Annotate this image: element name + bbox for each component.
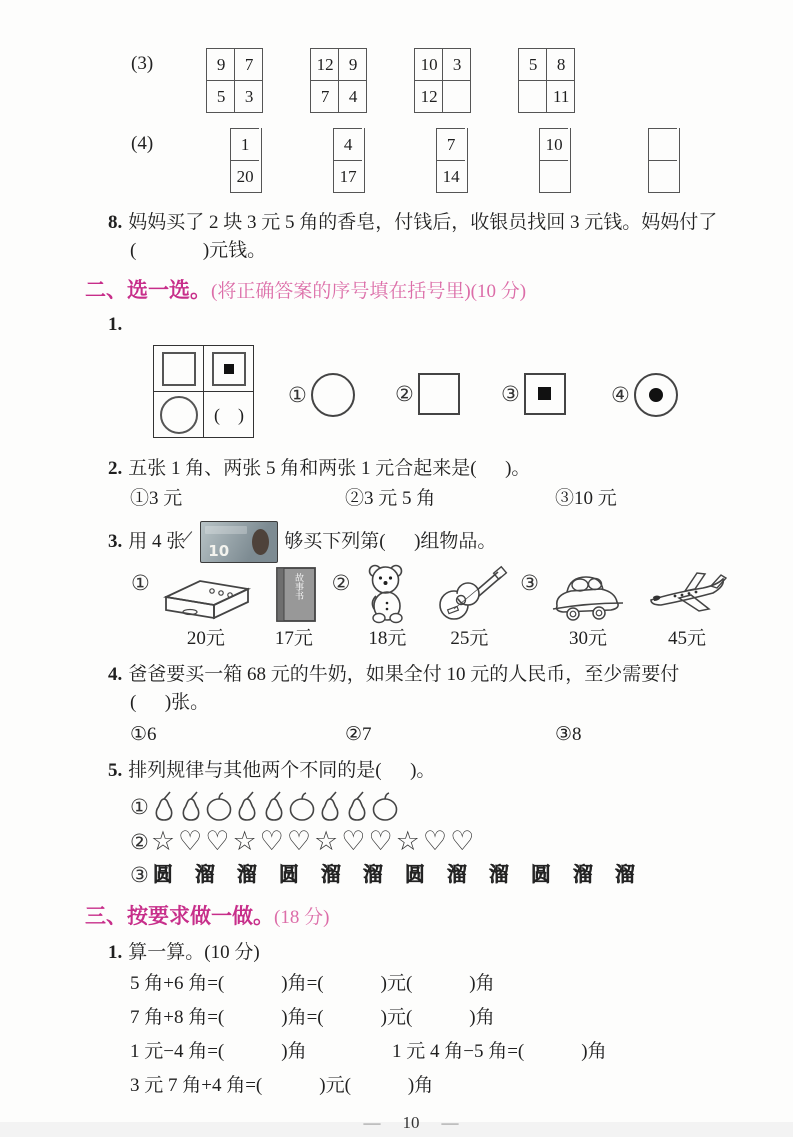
option-3	[501, 371, 568, 417]
circle-icon	[159, 395, 199, 435]
question-2-4	[108, 661, 737, 717]
grid-cell: 4	[338, 80, 367, 112]
question-text: 五张 1 角、两张 5 角和两张 1 元合起来是( )。	[128, 458, 531, 479]
pattern-sequence-fruits	[151, 790, 399, 824]
grid-cell: 12	[414, 80, 443, 112]
story-book-icon	[270, 565, 318, 623]
pear-icon	[344, 790, 370, 824]
calc-line-4: 3 元 7 角+4 角=( )元( )角	[130, 1075, 434, 1096]
teddy-bear-icon	[358, 563, 416, 623]
question-2-2-options	[85, 485, 737, 515]
item-price: 17元	[274, 628, 313, 649]
number-domino	[333, 128, 365, 193]
pattern-sequence-shapes: ☆♡♡☆♡♡☆♡♡☆♡♡	[150, 826, 478, 857]
answer-blank-line: ( )张。	[130, 692, 210, 713]
pear-icon	[178, 790, 204, 824]
page-number: 10	[402, 1113, 420, 1132]
circle-icon	[309, 371, 357, 419]
book-title: 故事书	[293, 573, 304, 600]
section-3-header	[85, 901, 737, 933]
domino-bottom: 14	[436, 160, 465, 192]
option-2: ②3 元 5 角	[345, 488, 436, 509]
domino-top: 4	[333, 128, 362, 160]
number-domino	[648, 128, 680, 193]
group-label: ②	[331, 571, 351, 595]
item-price: 25元	[450, 628, 489, 649]
option-2	[395, 371, 462, 417]
grid-cell: 7	[310, 80, 339, 112]
grid-cell: 9	[338, 48, 367, 80]
answer-blank-line: ( )元钱。	[130, 240, 267, 261]
item-pencil-box	[158, 567, 254, 653]
option-label: ①	[288, 383, 307, 407]
question-8	[108, 209, 737, 265]
pencil-box-icon	[158, 571, 254, 623]
section-2-title: 二、选一选。	[85, 278, 211, 302]
square-with-dot-icon	[522, 371, 568, 417]
grid-cell: 3	[442, 48, 471, 80]
pattern-row-shapes	[130, 825, 737, 859]
banknote-portrait	[252, 529, 269, 555]
option-label: ③	[501, 382, 520, 406]
pattern-figure-grid	[153, 345, 254, 438]
grid-cell: 10	[414, 48, 443, 80]
row-3-label: (3)	[131, 53, 154, 74]
section-3-title: 三、按要求做一做。	[85, 904, 274, 928]
calc-line-2: 7 角+8 角=( )角=( )元( )角	[130, 1007, 495, 1028]
figure-cell-circle	[153, 391, 204, 437]
calc-line-3a: 1 元−4 角=( )角	[130, 1041, 307, 1062]
question-text: 妈妈买了 2 块 3 元 5 角的香皂，付钱后，收银员找回 3 元钱。妈妈付了	[128, 212, 718, 233]
item-price: 20元	[186, 628, 225, 649]
row-4-label: (4)	[131, 133, 154, 154]
option-label: ②	[395, 382, 414, 406]
grid-cell: 9	[206, 48, 235, 80]
question-number: 8.	[108, 212, 123, 233]
footer-dash-right: —	[441, 1113, 459, 1132]
item-price: 18元	[368, 628, 407, 649]
pattern-label: ②	[130, 830, 149, 854]
pear-icon	[261, 790, 287, 824]
section-2-note: (将正确答案的序号填在括号里)(10 分)	[211, 281, 527, 302]
option-2: ②7	[345, 724, 372, 745]
footer-dash-left: —	[363, 1113, 381, 1132]
item-guitar	[432, 567, 506, 653]
domino-top: 1	[230, 128, 259, 160]
square-icon	[416, 371, 462, 417]
toy-car-icon	[547, 569, 629, 623]
question-number: 1.	[108, 314, 123, 335]
number-grid	[518, 48, 575, 113]
section-2-header	[85, 275, 737, 307]
pattern-label: ①	[130, 795, 149, 819]
question-2-3	[108, 521, 737, 563]
question-text: 排列规律与其他两个不同的是( )。	[128, 760, 436, 781]
grid-cell-blank	[518, 80, 547, 112]
pattern-label: ③	[130, 863, 149, 887]
domino-top	[648, 128, 677, 160]
number-grid	[310, 48, 367, 113]
question-text: 爸爸要买一箱 68 元的牛奶，如果全付 10 元的人民币，至少需要付	[128, 664, 680, 685]
number-domino	[230, 128, 262, 193]
apple-icon	[288, 790, 316, 824]
grid-cell: 5	[518, 48, 547, 80]
question-2-5	[108, 757, 737, 785]
option-1	[288, 371, 357, 419]
question-text-pre: 用 4 张	[128, 531, 186, 552]
option-1: ①6	[130, 724, 157, 745]
page-footer	[85, 1109, 737, 1137]
pear-icon	[234, 790, 260, 824]
question-number: 2.	[108, 458, 123, 479]
figure-cell-square	[153, 345, 204, 391]
calc-line-3	[130, 1035, 737, 1069]
figure-cell-square-with-dot	[203, 345, 254, 391]
option-4	[611, 371, 680, 419]
fill-in-row-3	[131, 48, 737, 113]
domino-top: 7	[436, 128, 465, 160]
number-domino	[539, 128, 571, 193]
square-icon	[161, 351, 197, 387]
grid-cell: 3	[234, 80, 263, 112]
item-story-book	[270, 567, 318, 653]
domino-bottom: 17	[333, 160, 362, 192]
question-2-3-item-groups	[131, 567, 737, 653]
question-2-2	[108, 455, 737, 483]
grid-cell: 5	[206, 80, 235, 112]
number-domino	[436, 128, 468, 193]
question-2-4-options	[85, 721, 737, 751]
section-3-note: (18 分)	[274, 907, 330, 928]
option-label: ④	[611, 383, 630, 407]
pattern-row-fruits	[130, 789, 737, 825]
domino-bottom: 20	[230, 160, 259, 192]
question-2-1	[108, 311, 737, 443]
domino-top: 10	[539, 128, 568, 160]
option-1: ①3 元	[130, 488, 183, 509]
domino-bottom	[648, 160, 677, 192]
option-3: ③8	[555, 724, 582, 745]
circle-with-dot-icon	[632, 371, 680, 419]
grid-cell: 7	[234, 48, 263, 80]
calc-line-1: 5 角+6 角=( )角=( )元( )角	[130, 973, 495, 994]
question-number: 4.	[108, 664, 123, 685]
grid-cell: 12	[310, 48, 339, 80]
item-toy-car	[547, 567, 629, 653]
fill-in-row-4	[131, 128, 737, 193]
number-grid	[414, 48, 471, 113]
question-number: 3.	[108, 531, 123, 552]
item-price: 45元	[667, 628, 706, 649]
item-airplane	[645, 567, 729, 653]
pear-icon	[317, 790, 343, 824]
apple-icon	[205, 790, 233, 824]
grid-cell-blank	[442, 80, 471, 112]
grid-cell: 11	[546, 80, 575, 112]
guitar-icon	[432, 567, 506, 623]
item-group-3	[520, 567, 737, 653]
question-title: 算一算。(10 分)	[128, 942, 260, 963]
figure-cell-blank: ( )	[203, 391, 254, 437]
item-group-1	[131, 567, 326, 653]
apple-icon	[371, 790, 399, 824]
calc-line-3b: 1 元 4 角−5 角=( )角	[392, 1041, 607, 1062]
banknote-denomination: 10	[208, 542, 230, 560]
pattern-sequence-words: 圆 溜 溜 圆 溜 溜 圆 溜 溜 圆 溜 溜	[152, 864, 635, 886]
group-label: ①	[131, 571, 150, 595]
question-text-post: 够买下列第( )组物品。	[284, 531, 497, 552]
number-grid	[206, 48, 263, 113]
airplane-icon	[645, 567, 729, 623]
ten-yuan-banknote	[200, 521, 278, 563]
item-group-2	[332, 567, 515, 653]
item-price: 30元	[568, 628, 607, 649]
square-with-dot-icon	[211, 351, 247, 387]
question-2-1-figure-row	[153, 345, 737, 443]
domino-bottom	[539, 160, 568, 192]
question-number: 5.	[108, 760, 123, 781]
grid-cell: 8	[546, 48, 575, 80]
pattern-row-words	[130, 859, 737, 891]
item-teddy-bear	[358, 567, 416, 653]
banknote-band	[205, 526, 247, 534]
group-label: ③	[520, 571, 539, 595]
question-number: 1.	[108, 942, 123, 963]
pear-icon	[151, 790, 177, 824]
option-3: ③10 元	[555, 488, 617, 509]
question-3-1	[108, 939, 737, 967]
